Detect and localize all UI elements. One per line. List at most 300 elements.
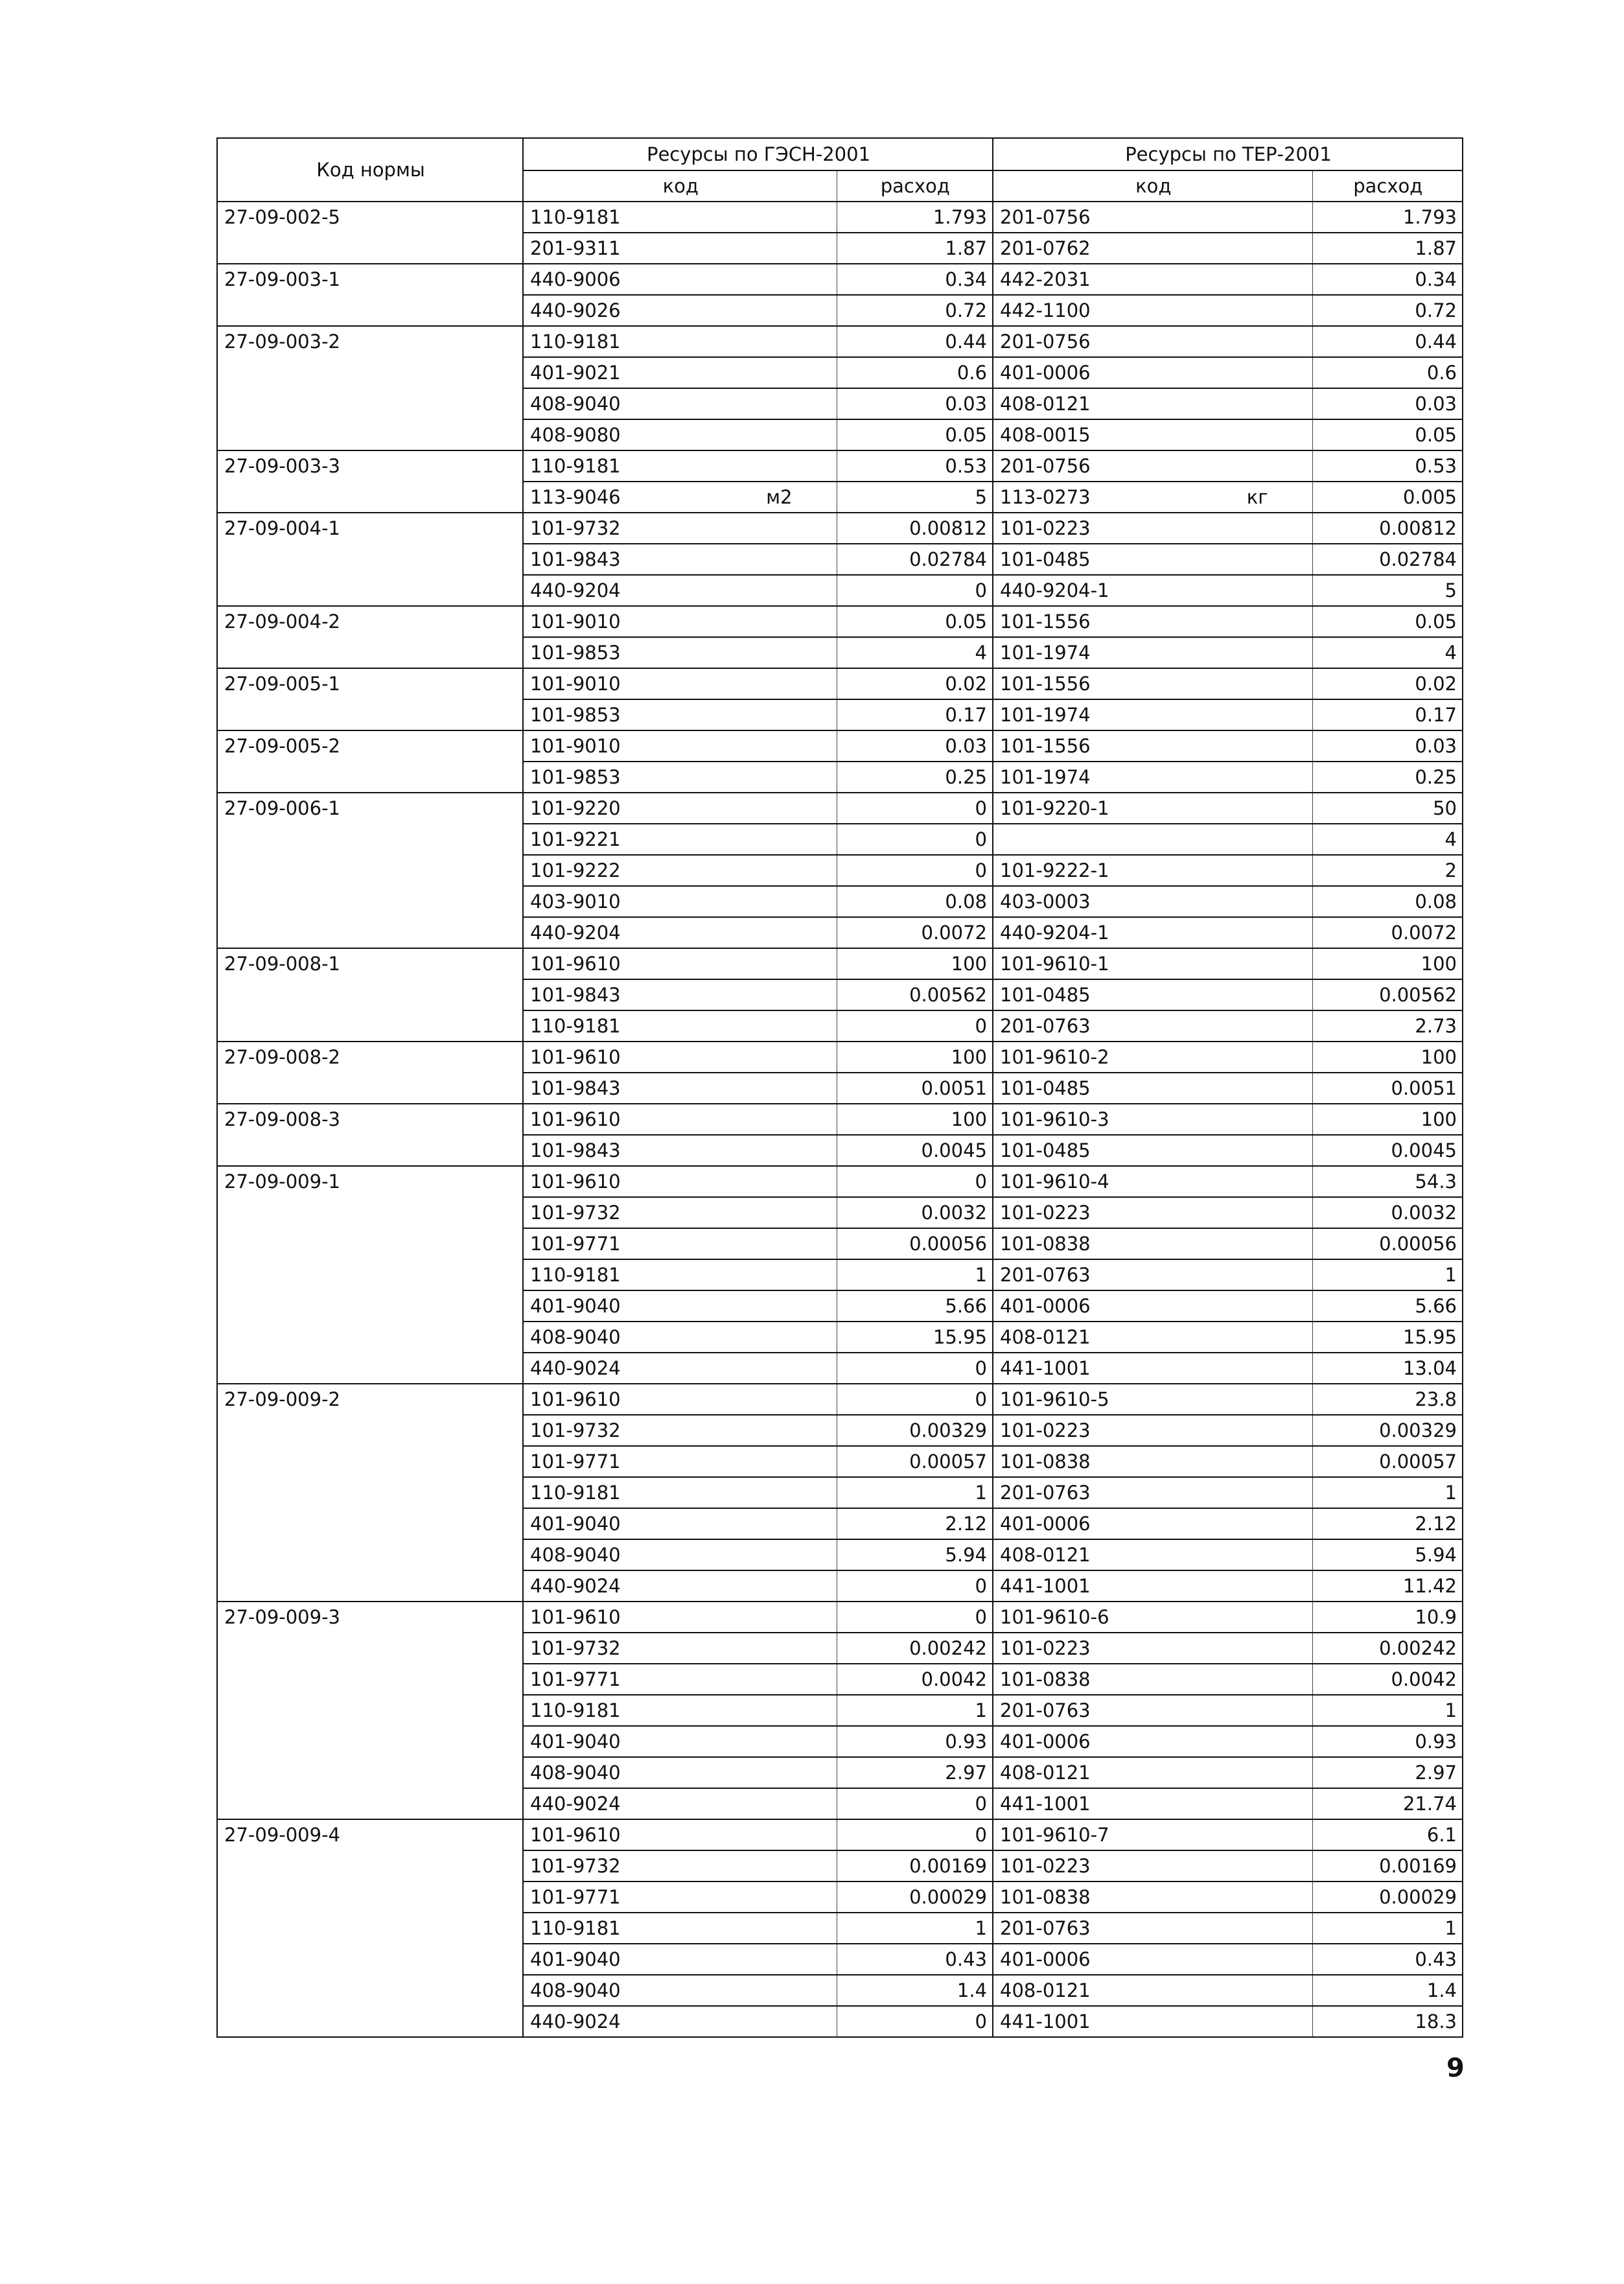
ter-code-cell-text: 101-9610-3 xyxy=(1000,1108,1109,1130)
gesn-code-cell-text: 110-9181 xyxy=(530,331,621,353)
gesn-amount-cell xyxy=(837,730,993,762)
norm-code-cell: 27-09-004-1 xyxy=(217,513,523,606)
gesn-amount-cell xyxy=(837,1944,993,1975)
norm-code-cell: 27-09-004-2 xyxy=(217,606,523,668)
table-body xyxy=(217,202,1463,2037)
ter-code-cell xyxy=(993,1197,1312,1228)
gesn-code-cell xyxy=(523,1570,837,1602)
ter-code-cell-text: 101-0485 xyxy=(1000,1139,1091,1161)
ter-code-cell-text: 101-0838 xyxy=(1000,1886,1091,1908)
gesn-amount-cell xyxy=(837,326,993,357)
ter-amount-cell xyxy=(1312,855,1463,886)
gesn-code-cell xyxy=(523,1508,837,1539)
gesn-amount-cell-text: 5 xyxy=(975,486,987,508)
gesn-code-cell-text: 101-9771 xyxy=(530,1451,621,1473)
ter-code-cell-text: 440-9204-1 xyxy=(1000,922,1109,944)
ter-code-cell-text: 401-0006 xyxy=(1000,1513,1091,1535)
gesn-code-cell-text: 408-9040 xyxy=(530,1326,621,1348)
ter-code-cell xyxy=(993,264,1312,295)
ter-amount-cell-text: 11.42 xyxy=(1402,1575,1457,1597)
ter-amount-cell xyxy=(1312,575,1463,606)
ter-code-cell-text: 201-0756 xyxy=(1000,331,1091,353)
gesn-code-cell-text: 440-9024 xyxy=(530,1793,621,1815)
gesn-code-cell-text: 440-9024 xyxy=(530,1575,621,1597)
ter-code-cell-text: 101-0485 xyxy=(1000,548,1091,570)
gesn-amount-cell xyxy=(837,1633,993,1664)
ter-code-cell xyxy=(993,2006,1312,2037)
gesn-amount-cell-text: 0 xyxy=(975,2010,987,2033)
gesn-code-cell xyxy=(523,450,837,482)
ter-code-cell xyxy=(993,668,1312,699)
ter-amount-cell-text: 0.00056 xyxy=(1379,1233,1457,1255)
gesn-code-cell xyxy=(523,1664,837,1695)
gesn-amount-cell-text: 0 xyxy=(975,1388,987,1410)
gesn-code-cell-text: 401-9040 xyxy=(530,1730,621,1753)
gesn-amount-cell xyxy=(837,450,993,482)
gesn-code-cell xyxy=(523,1135,837,1166)
ter-code-cell xyxy=(993,1633,1312,1664)
gesn-code-cell xyxy=(523,1042,837,1073)
ter-code-cell-text: 101-0223 xyxy=(1000,1419,1091,1441)
ter-code-cell xyxy=(993,1757,1312,1788)
gesn-code-cell xyxy=(523,233,837,264)
gesn-amount-cell-text: 0.00056 xyxy=(909,1233,987,1255)
ter-amount-cell xyxy=(1312,1570,1463,1602)
ter-amount-cell-text: 1 xyxy=(1444,1699,1457,1721)
gesn-code-cell-text: 401-9040 xyxy=(530,1295,621,1317)
ter-amount-cell-text: 50 xyxy=(1433,797,1457,819)
gesn-amount-cell-text: 0 xyxy=(975,1793,987,1815)
ter-amount-cell-text: 0.53 xyxy=(1415,455,1457,477)
gesn-code-cell-text: 110-9181 xyxy=(530,1482,621,1504)
ter-amount-cell xyxy=(1312,544,1463,575)
gesn-amount-cell-text: 0.03 xyxy=(945,735,987,757)
gesn-code-cell-text: 101-9222 xyxy=(530,859,621,881)
gesn-amount-cell-text: 2.12 xyxy=(945,1513,987,1535)
ter-code-cell-text: 401-0006 xyxy=(1000,1295,1091,1317)
ter-amount-cell-text: 0.00029 xyxy=(1379,1886,1457,1908)
ter-code-cell-text: 403-0003 xyxy=(1000,891,1091,913)
gesn-code-cell-text: 101-9010 xyxy=(530,735,621,757)
gesn-code-cell-text: 110-9181 xyxy=(530,455,621,477)
table-row xyxy=(217,1104,1463,1135)
ter-amount-cell xyxy=(1312,357,1463,388)
ter-amount-cell xyxy=(1312,1322,1463,1353)
ter-amount-cell-text: 0.03 xyxy=(1415,735,1457,757)
ter-code-cell xyxy=(993,1788,1312,1819)
gesn-code-cell xyxy=(523,295,837,326)
ter-amount-cell-text: 23.8 xyxy=(1415,1388,1457,1410)
ter-amount-cell-text: 0.05 xyxy=(1415,424,1457,446)
ter-amount-cell xyxy=(1312,1695,1463,1726)
ter-amount-cell xyxy=(1312,793,1463,824)
ter-amount-cell xyxy=(1312,1104,1463,1135)
gesn-code-cell xyxy=(523,575,837,606)
norm-code-cell: 27-09-006-1 xyxy=(217,793,523,948)
norm-code-cell: 27-09-005-2 xyxy=(217,730,523,793)
ter-code-cell-text: 113-0273 xyxy=(1000,486,1091,508)
gesn-amount-cell-text: 0.17 xyxy=(945,704,987,726)
ter-amount-cell xyxy=(1312,1415,1463,1446)
gesn-amount-cell xyxy=(837,513,993,544)
ter-amount-cell xyxy=(1312,1539,1463,1570)
gesn-amount-cell xyxy=(837,1477,993,1508)
gesn-code-cell-text: 101-9610 xyxy=(530,1606,621,1628)
gesn-amount-cell xyxy=(837,202,993,233)
gesn-amount-cell-text: 0 xyxy=(975,579,987,601)
norm-code-cell: 27-09-008-1 xyxy=(217,948,523,1042)
ter-amount-cell-text: 2.73 xyxy=(1415,1015,1457,1037)
norm-code-cell: 27-09-005-1 xyxy=(217,668,523,730)
ter-code-cell-text: 408-0121 xyxy=(1000,1762,1091,1784)
ter-code-cell-text: 201-0763 xyxy=(1000,1264,1091,1286)
gesn-code-cell xyxy=(523,1228,837,1259)
gesn-code-cell xyxy=(523,326,837,357)
gesn-amount-cell-text: 0.05 xyxy=(945,424,987,446)
ter-code-cell-text: 101-1556 xyxy=(1000,673,1091,695)
ter-code-cell xyxy=(993,1913,1312,1944)
ter-code-cell-text: 201-0763 xyxy=(1000,1699,1091,1721)
gesn-amount-cell-text: 5.66 xyxy=(945,1295,987,1317)
ter-code-cell-text: 408-0121 xyxy=(1000,1979,1091,2001)
ter-code-cell xyxy=(993,1073,1312,1104)
ter-code-cell xyxy=(993,482,1312,513)
gesn-code-cell-text: 408-9040 xyxy=(530,1979,621,2001)
gesn-amount-cell xyxy=(837,575,993,606)
norm-code-cell: 27-09-009-3 xyxy=(217,1602,523,1819)
gesn-code-cell-text: 101-9610 xyxy=(530,1171,621,1193)
gesn-code-cell xyxy=(523,513,837,544)
gesn-code-cell-text: 101-9771 xyxy=(530,1668,621,1690)
ter-amount-cell-text: 0.02 xyxy=(1415,673,1457,695)
gesn-amount-cell xyxy=(837,886,993,917)
norm-code-cell: 27-09-003-2 xyxy=(217,326,523,450)
ter-code-cell xyxy=(993,1135,1312,1166)
ter-amount-cell-text: 21.74 xyxy=(1402,1793,1457,1815)
ter-amount-cell xyxy=(1312,264,1463,295)
gesn-code-cell xyxy=(523,1850,837,1882)
gesn-amount-cell xyxy=(837,1042,993,1073)
gesn-amount-cell xyxy=(837,419,993,450)
gesn-code-cell-text: 101-9771 xyxy=(530,1886,621,1908)
gesn-code-cell xyxy=(523,1353,837,1384)
ter-amount-cell xyxy=(1312,1197,1463,1228)
norm-code-cell: 27-09-009-4 xyxy=(217,1819,523,2037)
ter-code-cell xyxy=(993,1602,1312,1633)
table-row xyxy=(217,730,1463,762)
gesn-amount-cell-text: 0.6 xyxy=(957,362,987,384)
ter-code-cell xyxy=(993,730,1312,762)
norm-code-cell: 27-09-008-2 xyxy=(217,1042,523,1104)
gesn-code-cell xyxy=(523,1539,837,1570)
gesn-code-cell xyxy=(523,917,837,948)
ter-amount-cell xyxy=(1312,948,1463,979)
gesn-amount-cell xyxy=(837,1290,993,1322)
gesn-amount-cell-text: 0.72 xyxy=(945,299,987,321)
ter-code-cell xyxy=(993,855,1312,886)
gesn-code-cell-text: 101-9853 xyxy=(530,766,621,788)
gesn-amount-cell-text: 0 xyxy=(975,797,987,819)
resources-table-container xyxy=(216,137,1462,2038)
table-row xyxy=(217,513,1463,544)
ter-amount-cell-text: 4 xyxy=(1444,828,1457,850)
gesn-code-cell-text: 101-9732 xyxy=(530,1637,621,1659)
gesn-code-cell xyxy=(523,1882,837,1913)
ter-amount-cell-text: 0.08 xyxy=(1415,891,1457,913)
gesn-code-cell xyxy=(523,1819,837,1850)
table-row xyxy=(217,1384,1463,1415)
gesn-code-cell xyxy=(523,1788,837,1819)
ter-code-cell xyxy=(993,1353,1312,1384)
ter-code-cell-text: 441-1001 xyxy=(1000,2010,1091,2033)
ter-code-cell-text: 408-0121 xyxy=(1000,393,1091,415)
gesn-code-cell xyxy=(523,1290,837,1322)
gesn-amount-cell xyxy=(837,1135,993,1166)
gesn-amount-cell xyxy=(837,1570,993,1602)
gesn-amount-cell-text: 0 xyxy=(975,859,987,881)
gesn-amount-cell-text: 100 xyxy=(951,953,987,975)
gesn-amount-cell-text: 0.93 xyxy=(945,1730,987,1753)
ter-amount-cell xyxy=(1312,1228,1463,1259)
gesn-amount-cell-text: 0.0032 xyxy=(921,1202,987,1224)
gesn-amount-cell xyxy=(837,1353,993,1384)
ter-amount-cell-text: 0.00057 xyxy=(1379,1451,1457,1473)
table-row xyxy=(217,1602,1463,1633)
gesn-code-cell-text: 110-9181 xyxy=(530,1917,621,1939)
gesn-code-cell-text: 440-9204 xyxy=(530,579,621,601)
gesn-code-cell-text: 408-9040 xyxy=(530,1544,621,1566)
ter-code-cell-text: 408-0121 xyxy=(1000,1326,1091,1348)
gesn-amount-cell-text: 0.00169 xyxy=(909,1855,987,1877)
ter-amount-cell xyxy=(1312,2006,1463,2037)
gesn-code-cell xyxy=(523,979,837,1010)
gesn-amount-cell xyxy=(837,1446,993,1477)
gesn-amount-cell-text: 0.53 xyxy=(945,455,987,477)
gesn-amount-cell xyxy=(837,1539,993,1570)
gesn-code-cell xyxy=(523,1415,837,1446)
ter-amount-cell-text: 1 xyxy=(1444,1917,1457,1939)
gesn-code-cell xyxy=(523,1757,837,1788)
ter-code-cell-text: 440-9204-1 xyxy=(1000,579,1109,601)
ter-amount-cell xyxy=(1312,1010,1463,1042)
gesn-amount-cell-text: 1.793 xyxy=(933,206,987,228)
ter-code-cell-text: 101-0838 xyxy=(1000,1451,1091,1473)
ter-code-cell-text: 101-1556 xyxy=(1000,611,1091,633)
ter-code-cell-text: 101-1974 xyxy=(1000,642,1091,664)
gesn-code-cell-text: 401-9040 xyxy=(530,1513,621,1535)
table-row xyxy=(217,948,1463,979)
gesn-code-cell xyxy=(523,1259,837,1290)
ter-amount-cell-text: 0.00169 xyxy=(1379,1855,1457,1877)
ter-code-cell-text: 201-0763 xyxy=(1000,1917,1091,1939)
gesn-code-cell-text: 110-9181 xyxy=(530,1699,621,1721)
header-norm-code: Код нормы xyxy=(217,138,523,202)
ter-code-cell xyxy=(993,544,1312,575)
ter-amount-cell-text: 0.6 xyxy=(1426,362,1457,384)
gesn-code-cell xyxy=(523,762,837,793)
header-gesn-resources: Ресурсы по ГЭСН-2001 xyxy=(523,138,993,170)
ter-code-cell-text: 101-0838 xyxy=(1000,1233,1091,1255)
ter-amount-cell-text: 100 xyxy=(1421,953,1457,975)
norm-code-cell: 27-09-008-3 xyxy=(217,1104,523,1166)
gesn-code-cell xyxy=(523,1166,837,1197)
gesn-amount-cell-text: 0.05 xyxy=(945,611,987,633)
ter-code-cell xyxy=(993,1975,1312,2006)
ter-code-cell xyxy=(993,1477,1312,1508)
ter-amount-cell xyxy=(1312,513,1463,544)
ter-code-cell-text: 101-0223 xyxy=(1000,1202,1091,1224)
ter-code-cell-text: 441-1001 xyxy=(1000,1575,1091,1597)
ter-code-cell xyxy=(993,948,1312,979)
ter-amount-cell xyxy=(1312,762,1463,793)
ter-amount-cell xyxy=(1312,482,1463,513)
gesn-code-cell-text: 101-9221 xyxy=(530,828,621,850)
gesn-amount-cell-text: 15.95 xyxy=(933,1326,987,1348)
ter-code-cell-text: 101-0223 xyxy=(1000,517,1091,539)
ter-code-cell-text: 201-0763 xyxy=(1000,1015,1091,1037)
gesn-code-cell xyxy=(523,668,837,699)
gesn-code-cell-text: 440-9204 xyxy=(530,922,621,944)
ter-amount-cell xyxy=(1312,450,1463,482)
table-row xyxy=(217,450,1463,482)
ter-amount-cell-text: 0.02784 xyxy=(1379,548,1457,570)
gesn-code-cell xyxy=(523,1104,837,1135)
gesn-amount-cell-text: 0 xyxy=(975,1171,987,1193)
gesn-code-cell-text: 101-9843 xyxy=(530,1139,621,1161)
ter-code-cell-text: 101-9610-5 xyxy=(1000,1388,1109,1410)
gesn-code-cell xyxy=(523,202,837,233)
ter-amount-cell xyxy=(1312,202,1463,233)
ter-amount-cell xyxy=(1312,1944,1463,1975)
ter-code-cell-text: 401-0006 xyxy=(1000,1730,1091,1753)
gesn-amount-cell-text: 0.00812 xyxy=(909,517,987,539)
ter-code-cell xyxy=(993,886,1312,917)
gesn-code-cell-text: 101-9843 xyxy=(530,548,621,570)
gesn-code-cell xyxy=(523,699,837,730)
gesn-amount-cell xyxy=(837,948,993,979)
ter-code-cell xyxy=(993,1446,1312,1477)
ter-amount-cell-text: 2.12 xyxy=(1415,1513,1457,1535)
ter-amount-cell xyxy=(1312,1882,1463,1913)
gesn-code-cell-text: 408-9040 xyxy=(530,393,621,415)
norm-code-cell: 27-09-009-2 xyxy=(217,1384,523,1602)
gesn-amount-cell xyxy=(837,1695,993,1726)
ter-code-cell xyxy=(993,1695,1312,1726)
ter-amount-cell xyxy=(1312,1135,1463,1166)
ter-code-cell xyxy=(993,979,1312,1010)
gesn-code-cell xyxy=(523,637,837,668)
ter-amount-cell-text: 2.97 xyxy=(1415,1762,1457,1784)
gesn-code-cell xyxy=(523,1944,837,1975)
ter-code-cell xyxy=(993,824,1312,855)
ter-amount-cell xyxy=(1312,1384,1463,1415)
gesn-code-cell-text: 101-9610 xyxy=(530,1824,621,1846)
ter-code-cell-text: 101-9220-1 xyxy=(1000,797,1109,819)
ter-amount-cell-text: 18.3 xyxy=(1415,2010,1457,2033)
ter-code-cell xyxy=(993,233,1312,264)
gesn-amount-cell-text: 1 xyxy=(975,1699,987,1721)
gesn-amount-cell-text: 0.25 xyxy=(945,766,987,788)
ter-code-cell xyxy=(993,1259,1312,1290)
ter-amount-cell-text: 0.17 xyxy=(1415,704,1457,726)
gesn-code-cell-text: 101-9010 xyxy=(530,611,621,633)
ter-code-cell xyxy=(993,1882,1312,1913)
gesn-code-cell xyxy=(523,1446,837,1477)
gesn-amount-cell-text: 0 xyxy=(975,1015,987,1037)
header-gesn-code: код xyxy=(523,170,837,202)
ter-code-cell-text: 201-0756 xyxy=(1000,455,1091,477)
gesn-code-cell xyxy=(523,1322,837,1353)
ter-code-cell-text: 101-1974 xyxy=(1000,766,1091,788)
gesn-amount-cell-text: 0.00562 xyxy=(909,984,987,1006)
ter-code-cell xyxy=(993,1166,1312,1197)
ter-code-cell-text: 201-0756 xyxy=(1000,206,1091,228)
ter-code-cell-text: 101-9610-7 xyxy=(1000,1824,1109,1846)
ter-amount-cell-text: 2 xyxy=(1444,859,1457,881)
norm-code-cell: 27-09-002-5 xyxy=(217,202,523,264)
gesn-code-cell-text: 101-9610 xyxy=(530,1046,621,1068)
ter-amount-cell xyxy=(1312,824,1463,855)
ter-code-cell-text: 101-1556 xyxy=(1000,735,1091,757)
ter-code-cell xyxy=(993,1010,1312,1042)
gesn-amount-cell xyxy=(837,1166,993,1197)
ter-code-cell xyxy=(993,326,1312,357)
ter-code-cell xyxy=(993,1819,1312,1850)
gesn-amount-cell xyxy=(837,1664,993,1695)
gesn-amount-cell xyxy=(837,1010,993,1042)
gesn-amount-cell xyxy=(837,917,993,948)
ter-code-cell xyxy=(993,1228,1312,1259)
gesn-code-cell xyxy=(523,357,837,388)
gesn-amount-cell-text: 0.44 xyxy=(945,331,987,353)
gesn-amount-cell-text: 1.87 xyxy=(945,237,987,259)
table-row xyxy=(217,1166,1463,1197)
page-number: 9 xyxy=(1446,2053,1465,2083)
ter-code-cell xyxy=(993,1104,1312,1135)
ter-code-cell xyxy=(993,637,1312,668)
ter-amount-cell-text: 0.93 xyxy=(1415,1730,1457,1753)
gesn-amount-cell-text: 0 xyxy=(975,1824,987,1846)
ter-amount-cell-text: 100 xyxy=(1421,1046,1457,1068)
ter-code-cell xyxy=(993,1384,1312,1415)
gesn-amount-cell xyxy=(837,1384,993,1415)
gesn-code-cell-text: 101-9220 xyxy=(530,797,621,819)
ter-code-cell xyxy=(993,699,1312,730)
gesn-amount-cell xyxy=(837,233,993,264)
gesn-code-cell xyxy=(523,1633,837,1664)
ter-code-cell xyxy=(993,357,1312,388)
ter-amount-cell xyxy=(1312,1073,1463,1104)
ter-code-cell xyxy=(993,1664,1312,1695)
gesn-amount-cell-text: 0 xyxy=(975,828,987,850)
table-row xyxy=(217,606,1463,637)
gesn-amount-cell xyxy=(837,1415,993,1446)
gesn-code-cell xyxy=(523,1695,837,1726)
ter-code-cell-unit: кг xyxy=(1246,486,1268,508)
gesn-amount-cell xyxy=(837,1104,993,1135)
ter-code-cell-text: 101-9222-1 xyxy=(1000,859,1109,881)
gesn-amount-cell-text: 0.0072 xyxy=(921,922,987,944)
ter-amount-cell-text: 10.9 xyxy=(1415,1606,1457,1628)
ter-code-cell-text: 401-0006 xyxy=(1000,1948,1091,1970)
gesn-code-cell-text: 101-9843 xyxy=(530,1077,621,1099)
gesn-amount-cell-text: 100 xyxy=(951,1108,987,1130)
gesn-code-cell xyxy=(523,1602,837,1633)
ter-code-cell-text: 101-0485 xyxy=(1000,1077,1091,1099)
gesn-amount-cell xyxy=(837,295,993,326)
ter-amount-cell-text: 1 xyxy=(1444,1264,1457,1286)
gesn-amount-cell xyxy=(837,1913,993,1944)
